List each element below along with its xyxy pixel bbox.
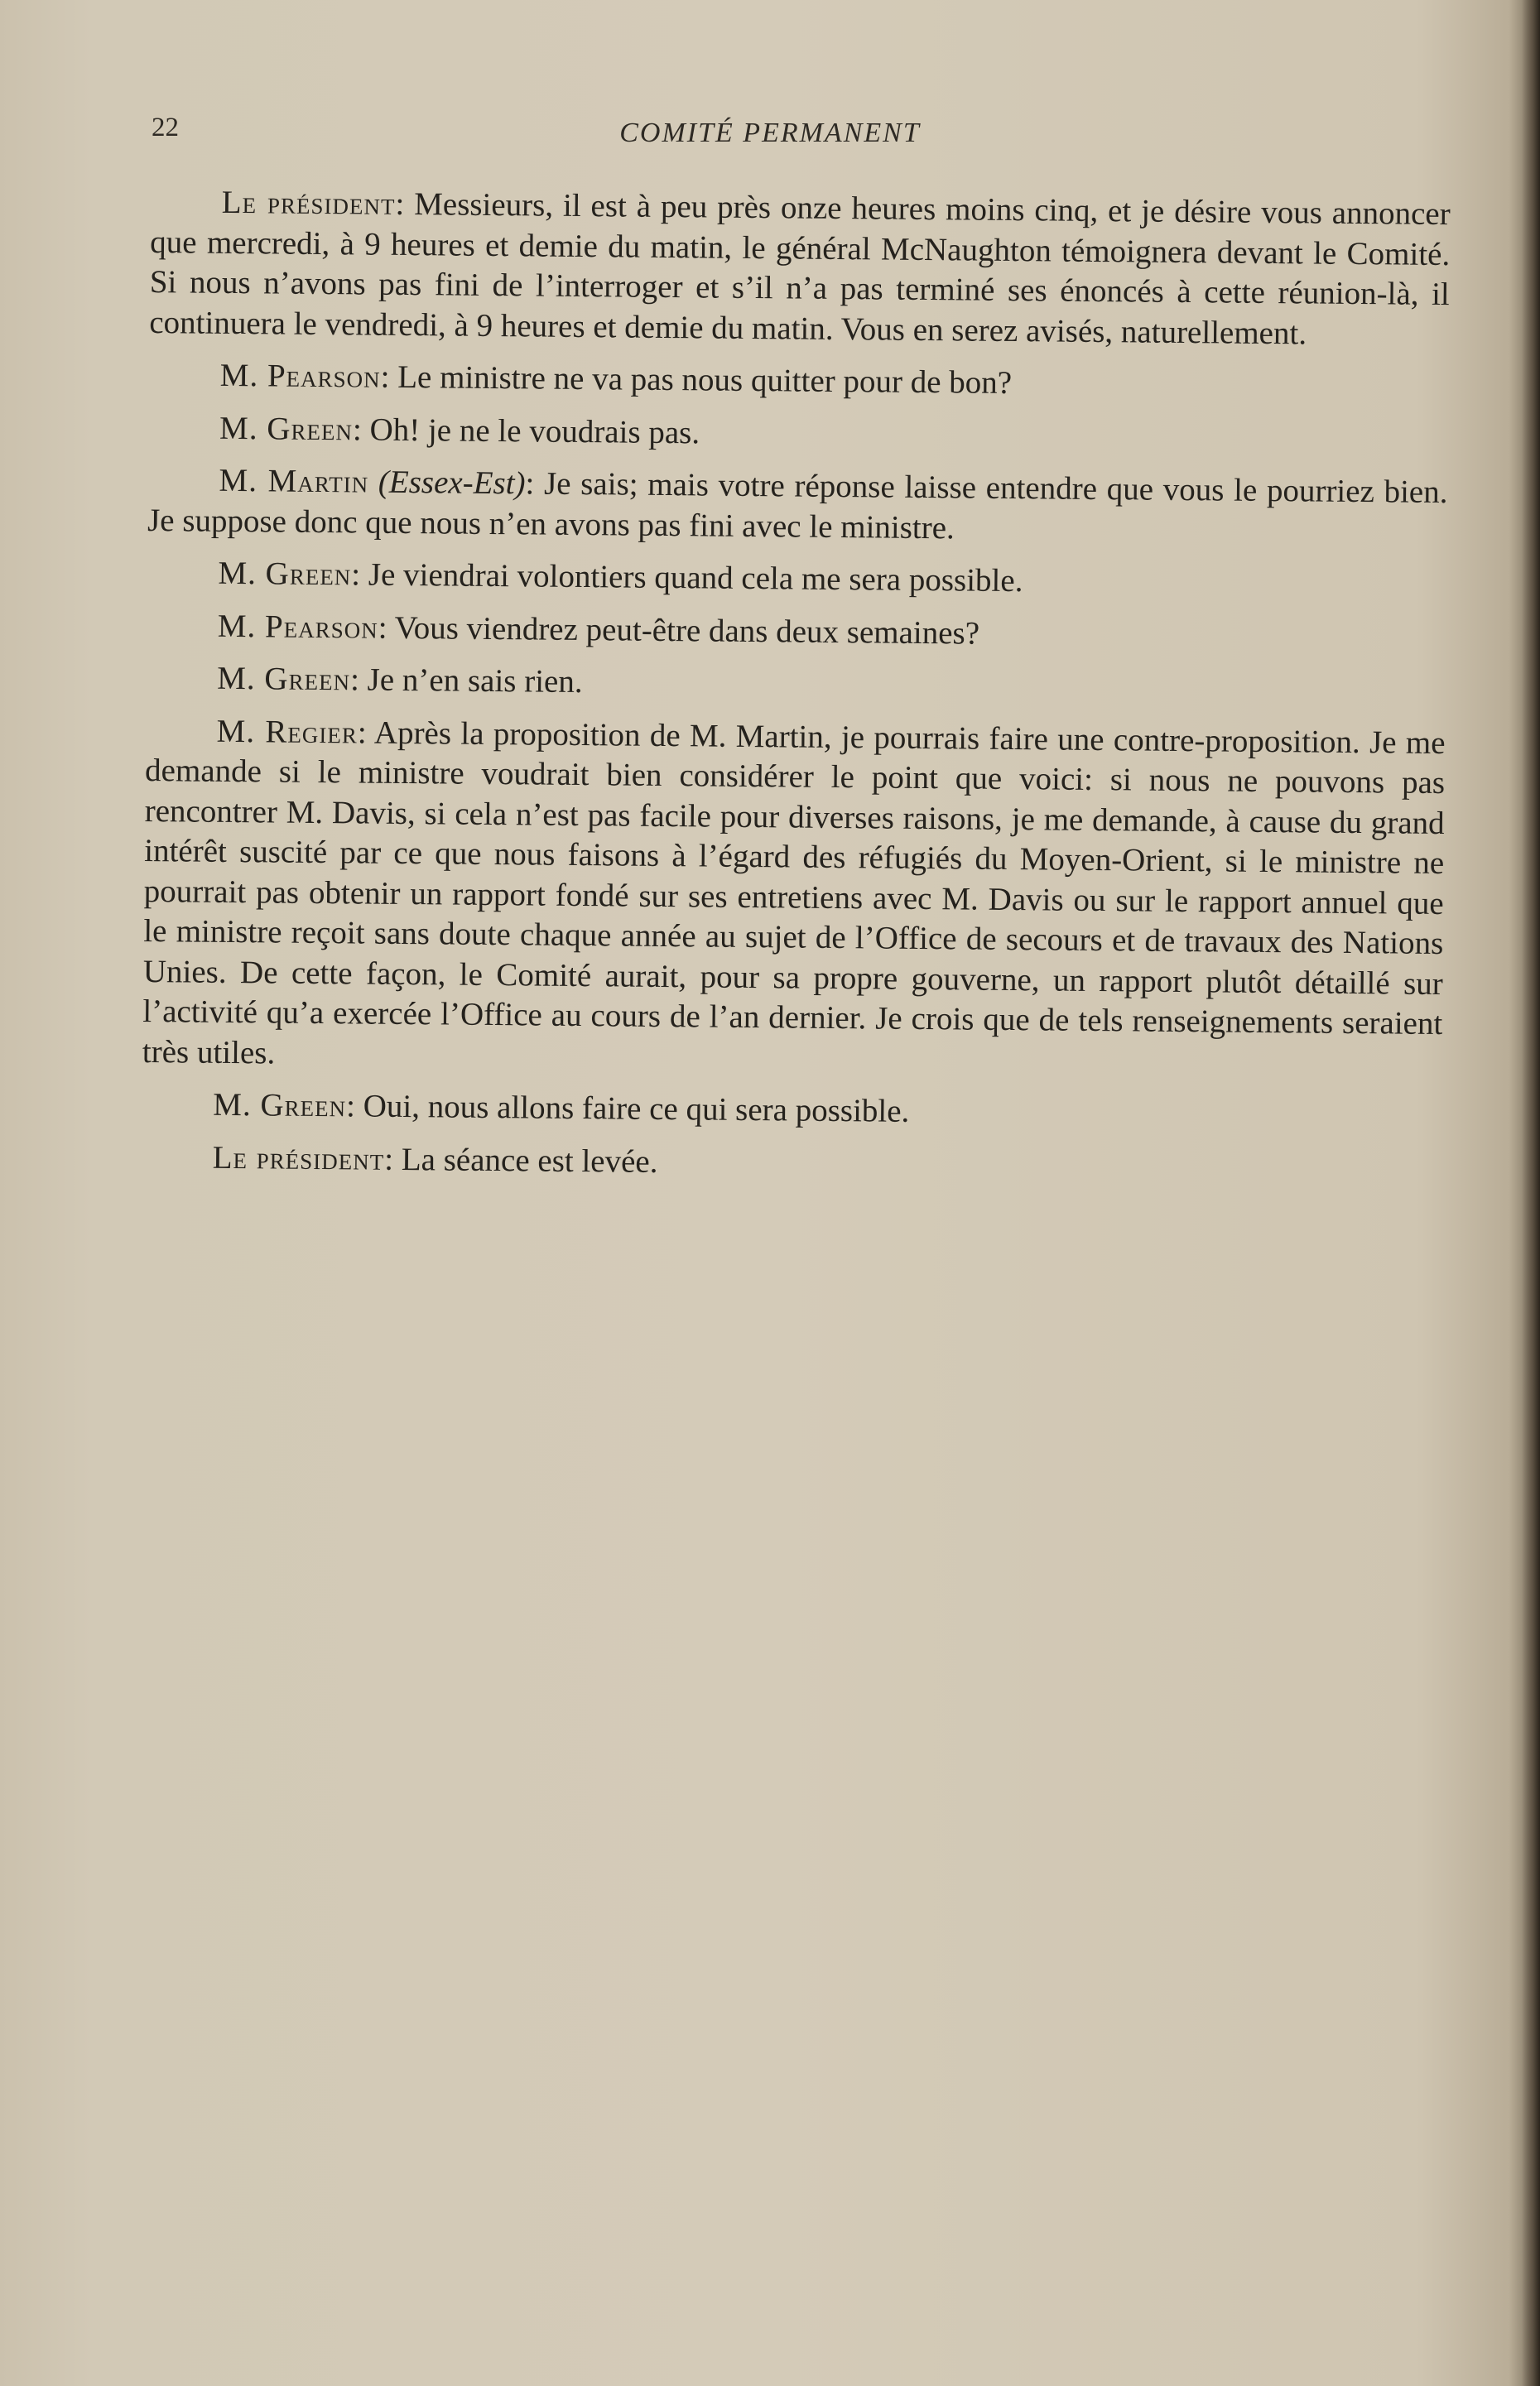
page-number: 22	[152, 113, 179, 142]
speech-text: : Vous viendrez peut-être dans deux semaines?	[378, 609, 980, 652]
speech-text: : Je n’en sais rien.	[349, 661, 583, 700]
speech-text: : Je sais; mais votre réponse laisse entendre que vous le pourriez bien. Je suppose donc que nous n’en avons pas fini avec le ministre.	[147, 465, 1448, 546]
paragraph	[147, 553, 1446, 606]
running-title: COMITÉ PERMANENT	[619, 118, 921, 148]
speaker-name: M. Martin	[219, 462, 369, 500]
speech-text: : Oui, nous allons faire ce qui sera possible.	[345, 1088, 910, 1129]
paragraph	[147, 460, 1448, 553]
paragraph	[149, 182, 1451, 355]
speaker-name: M. Green	[219, 410, 354, 447]
transcript-body	[141, 182, 1451, 1202]
speaker-name: M. Green	[217, 660, 351, 698]
speaker-name: M. Regier	[216, 713, 359, 750]
paragraph	[149, 355, 1449, 408]
speech-text: : Le ministre ne va pas nous quitter pour de bon?	[380, 358, 1013, 401]
speaker-name: M. Pearson	[219, 357, 381, 395]
paragraph	[142, 1085, 1441, 1138]
speaker-name: Le président	[221, 184, 396, 222]
speech-text: : La séance est levée.	[384, 1141, 658, 1180]
paragraph	[147, 605, 1446, 658]
speech-text: : Après la proposition de M. Martin, je pourrais faire une contre-proposition. Je me demande si le ministre voudrait bien considérer le point que voici: si nous ne pouvons pas rencontrer M. Davis, si cela n’est pas facile pour diverses raisons, je me demande, à cause du grand intérêt suscité par ce que nous faisons à l’égard des réfugiés du Moyen-Orient, si le ministre ne pourrait pas obtenir un rapport fondé sur ses entretiens avec M. Davis ou sur le rapport annuel que le ministre reçoit sans doute chaque année au sujet de l’Office de secours et de travaux des Nations Unies. De cette façon, le Comité aurait, pour sa propre gouverne, un rapport plutôt détaillé sur l’activité qu’a exercée l’Office au cours de l’an dernier. Je crois que de tels renseignements seraient très utiles.	[142, 714, 1446, 1070]
speech-text: : Messieurs, il est à peu près onze heures moins cinq, et je désire vous annoncer que mercredi, à 9 heures et demie du matin, le général McNaughton témoignera devant le Comité. Si nous n’avons pas fini de l’interroger et s’il n’a pas terminé ses énoncés à cette réunion-là, il continuera le vendredi, à 9 heures et demie du matin. Vous en serez avisés, naturellement.	[149, 185, 1451, 351]
paragraph	[141, 1137, 1441, 1190]
paragraph	[148, 407, 1448, 460]
paragraph	[146, 658, 1446, 711]
paragraph	[142, 710, 1446, 1085]
speaker-riding: (Essex-Est)	[378, 464, 526, 502]
speaker-name: M. Green	[213, 1086, 347, 1124]
speaker-name: M. Pearson	[217, 608, 378, 646]
speech-text: : Je viendrai volontiers quand cela me sera possible.	[351, 556, 1023, 599]
speech-text: : Oh! je ne le voudrais pas.	[352, 411, 700, 450]
speaker-name: M. Green	[218, 555, 352, 593]
book-spine-shadow	[1522, 0, 1540, 2386]
speaker-name: Le président	[212, 1139, 385, 1177]
